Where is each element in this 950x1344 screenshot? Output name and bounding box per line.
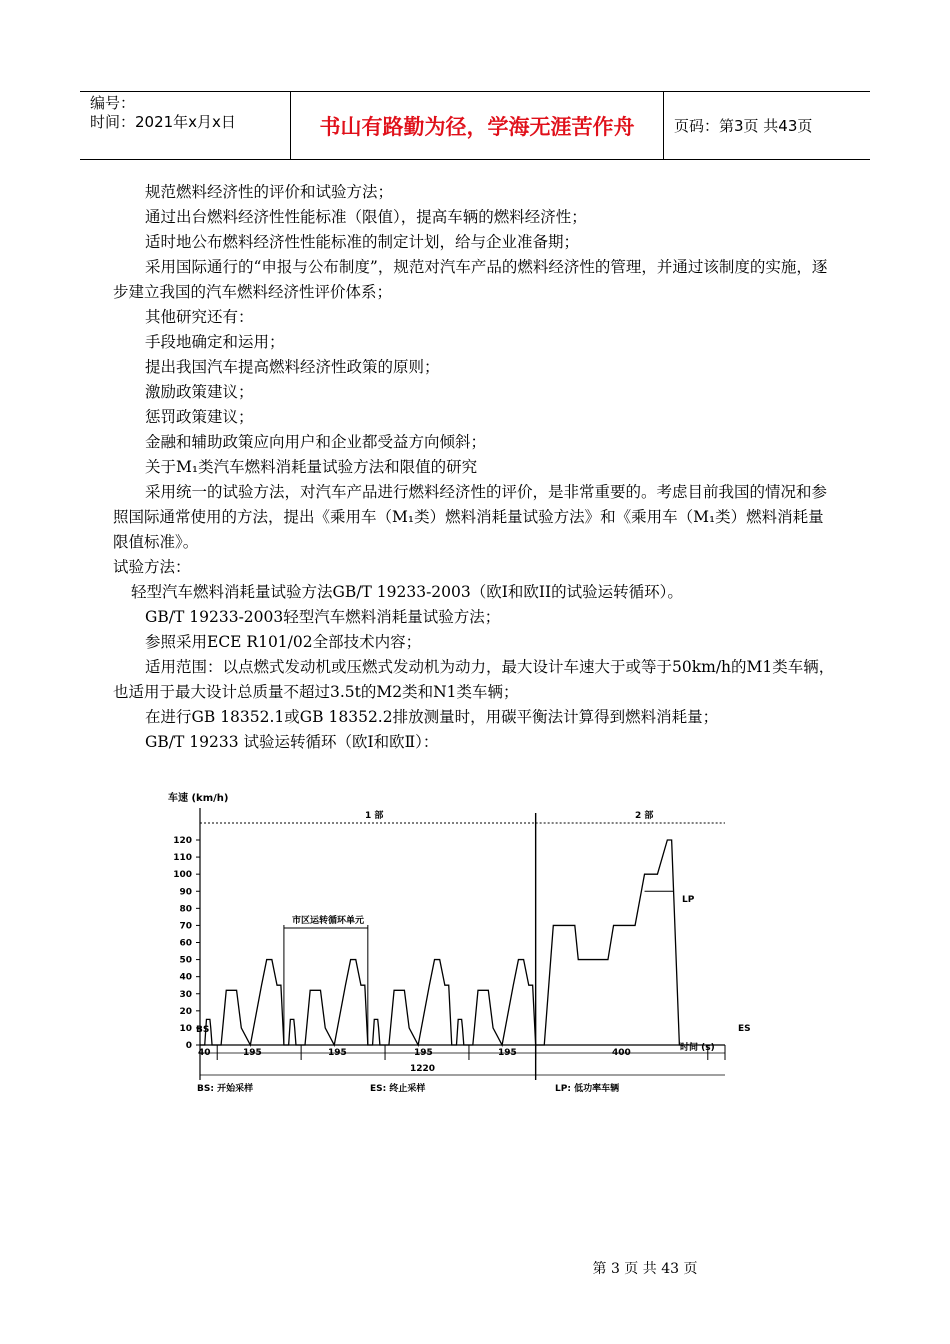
paragraph: 规范燃料经济性的评价和试验方法； xyxy=(145,183,394,201)
segment-label: 40 xyxy=(198,1048,211,1058)
paragraph: 通过出台燃料经济性性能标准（限值），提高车辆的燃料经济性； xyxy=(145,208,587,226)
section-heading: 关于M₁类汽车燃料消耗量试验方法和限值的研究 xyxy=(145,458,478,476)
paragraph: 采用统一的试验方法，对汽车产品进行燃料经济性的评价，是非常重要的。考虑目前我国的情况和参照国际通常使用的方法，提出《乘用车（M₁类）燃料消耗量试验方法》和《乘用车（M₁类）燃料消耗量限值标准》。 xyxy=(113,483,828,551)
y-tick-label: 110 xyxy=(173,853,192,864)
y-axis-label: 车速 (km/h) xyxy=(168,793,229,804)
x-axis-label: 时间 (s) xyxy=(680,1043,715,1053)
speed-trace xyxy=(200,840,682,1045)
paragraph: 在进行GB 18352.1或GB 18352.2排放测量时，用碳平衡法计算得到燃料消耗量； xyxy=(145,708,719,726)
es-marker: ES xyxy=(738,1024,751,1034)
header-slogan: 书山有路勤为径，学海无涯苦作舟 xyxy=(291,92,664,159)
page-footer: 第 3 页 共 43 页 xyxy=(592,1261,698,1277)
total-duration-label: 1220 xyxy=(410,1064,436,1074)
serial-label: 编号： xyxy=(90,94,136,112)
part1-label: 1 部 xyxy=(365,811,384,821)
segment-label: 195 xyxy=(243,1048,262,1058)
lp-marker: LP xyxy=(682,895,695,905)
y-tick-label: 60 xyxy=(179,938,192,949)
y-tick-label: 70 xyxy=(179,921,192,932)
paragraph: 参照采用ECE R101/02全部技术内容； xyxy=(145,633,422,651)
paragraph: GB/T 19233-2003轻型汽车燃料消耗量试验方法； xyxy=(145,608,501,626)
y-tick-label: 30 xyxy=(179,989,192,1000)
segment-label: 195 xyxy=(498,1048,517,1058)
legend-lp: LP: 低功率车辆 xyxy=(555,1084,620,1094)
paragraph: 适时地公布燃料经济性性能标准的制定计划，给与企业准备期； xyxy=(145,233,580,251)
y-tick-label: 100 xyxy=(173,870,192,881)
legend-es: ES: 终止采样 xyxy=(370,1084,426,1094)
paragraph: 采用国际通行的“申报与公布制度”，规范对汽车产品的燃料经济性的管理，并通过该制度的实施，逐步建立我国的汽车燃料经济性评价体系； xyxy=(113,258,828,301)
paragraph: 其他研究还有： xyxy=(145,308,254,326)
header-meta xyxy=(80,92,291,159)
y-tick-label: 10 xyxy=(179,1023,192,1034)
section-heading: 试验方法： xyxy=(113,558,191,576)
bs-marker: BS xyxy=(196,1025,210,1035)
y-tick-label: 40 xyxy=(179,972,192,983)
paragraph: 手段地确定和运用； xyxy=(145,333,285,351)
y-tick-label: 50 xyxy=(179,955,192,966)
segment-label: 195 xyxy=(414,1048,433,1058)
segment-label: 400 xyxy=(612,1048,631,1058)
paragraph: 提出我国汽车提高燃料经济性政策的原则； xyxy=(145,358,440,376)
paragraph: 惩罚政策建议； xyxy=(145,408,254,426)
driving-cycle-chart xyxy=(160,785,770,1105)
paragraph: 适用范围：以点燃式发动机或压燃式发动机为动力，最大设计车速大于或等于50km/h的M1类车辆，也适用于最大设计总质量不超过3.5t的M2类和N1类车辆； xyxy=(113,658,835,701)
page-header xyxy=(80,91,870,160)
segment-label: 195 xyxy=(328,1048,347,1058)
paragraph: 轻型汽车燃料消耗量试验方法GB/T 19233-2003（欧I和欧II的试验运转循环）。 xyxy=(131,583,683,601)
y-tick-label: 120 xyxy=(173,836,192,846)
legend-bs: BS: 开始采样 xyxy=(197,1084,254,1094)
paragraph: 金融和辅助政策应向用户和企业都受益方向倾斜； xyxy=(145,433,487,451)
urban-cycle-label: 市区运转循环单元 xyxy=(292,916,365,926)
y-tick-label: 0 xyxy=(185,1041,192,1051)
y-tick-label: 20 xyxy=(179,1006,192,1017)
header-page-label: 页码：第3页 共43页 xyxy=(674,117,813,135)
time-label: 时间：2021年x月x日 xyxy=(90,113,236,131)
paragraph: 激励政策建议； xyxy=(145,383,254,401)
y-tick-label: 90 xyxy=(179,887,192,898)
document-body xyxy=(113,180,838,755)
paragraph: GB/T 19233 试验运转循环（欧Ⅰ和欧Ⅱ）： xyxy=(145,733,439,751)
part2-label: 2 部 xyxy=(635,811,654,821)
y-tick-label: 80 xyxy=(179,904,192,915)
